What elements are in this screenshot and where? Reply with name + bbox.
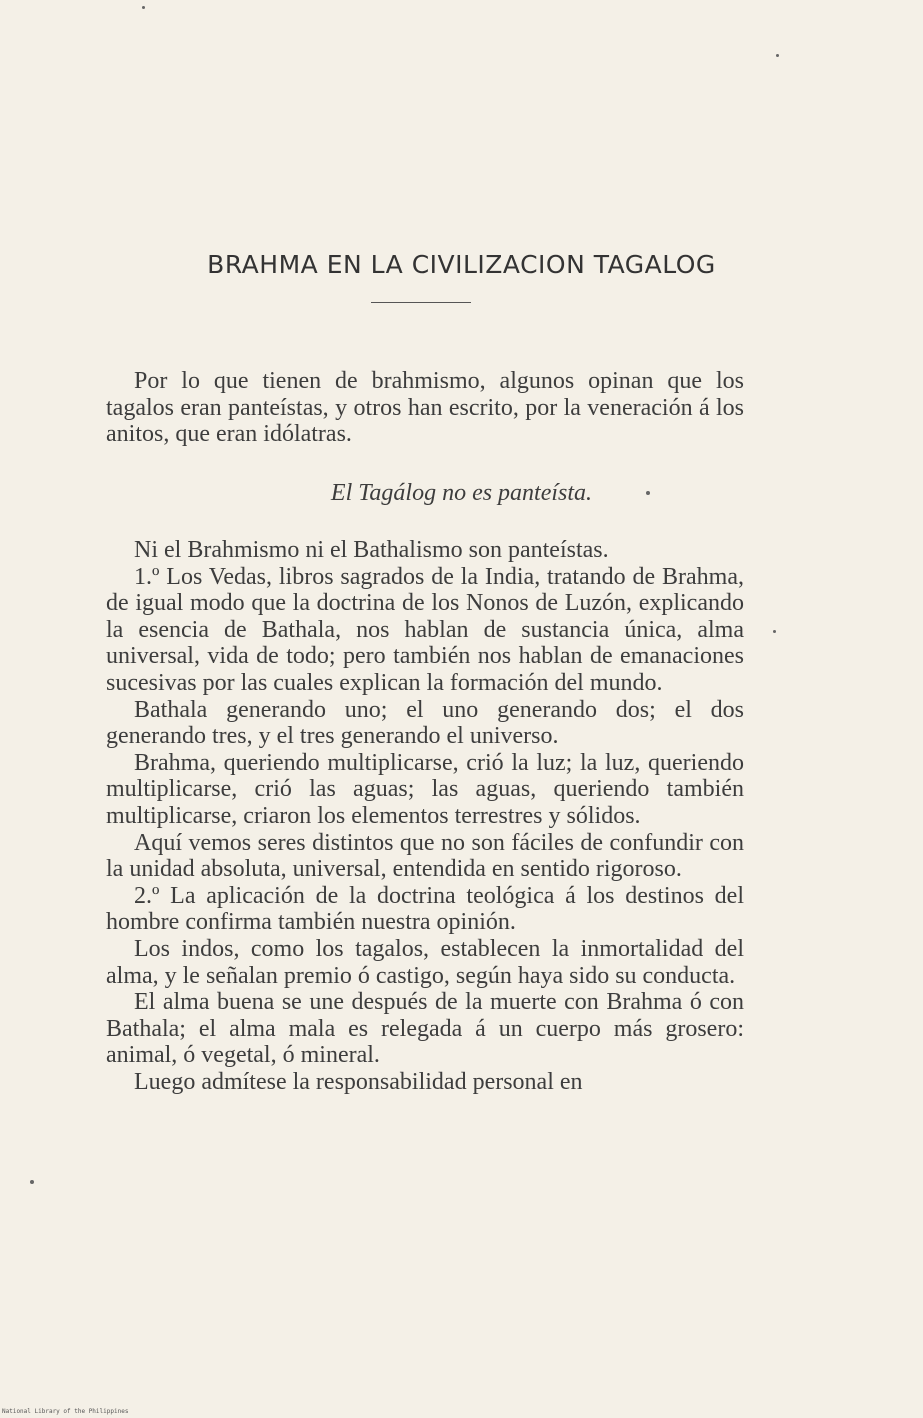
paragraph: 2.º La aplicación de la doctrina teológica á los destinos del hombre confirma también nuestra opinión. [106, 882, 744, 936]
paragraph: 1.º Los Vedas, libros sagrados de la India, tratando de Brahma, de igual modo que la doctrina de los Nonos de Luzón, explicando la esencia de Bathala, nos hablan de sustancia única, alma universal, vida de todo; pero también nos hablan de emanaciones sucesivas por las cuales explican la formación del mundo. [106, 563, 744, 696]
intro-block [106, 368, 744, 448]
paragraph: Luego admítese la responsabilidad personal en [134, 1068, 583, 1095]
paragraph: Brahma, queriendo multiplicarse, crió la luz; la luz, queriendo multiplicarse, crió las aguas; las aguas, queriendo también multiplicarse, criaron los elementos terrestres y sólidos. [106, 749, 744, 829]
paragraph: Ni el Brahmismo ni el Bathalismo son panteístas. [134, 537, 609, 563]
ink-speck [773, 630, 776, 633]
ink-speck [776, 54, 779, 57]
chapter-title: BRAHMA EN LA CIVILIZACION TAGALOG [207, 250, 716, 279]
body-text [106, 537, 744, 1095]
ink-speck [142, 6, 145, 9]
paragraph: Aquí vemos seres distintos que no son fáciles de confundir con la unidad absoluta, universal, entendida en sentido rigoroso. [106, 829, 744, 883]
paragraph: Los indos, como los tagalos, establecen la inmortalidad del alma, y le señalan premio ó castigo, según haya sido su conducta. [106, 935, 744, 989]
paragraph: Bathala generando uno; el uno generando dos; el dos generando tres, y el tres generando el universo. [106, 696, 744, 750]
ink-speck [30, 1180, 34, 1184]
title-divider [371, 302, 471, 303]
ink-speck [646, 491, 650, 495]
intro-paragraph: Por lo que tienen de brahmismo, algunos opinan que los tagalos eran panteístas, y otros han escrito, por la veneración á los anitos, que eran idólatras. [106, 368, 744, 448]
paragraph: El alma buena se une después de la muerte con Brahma ó con Bathala; el alma mala es relegada á un cuerpo más grosero: animal, ó vegetal, ó mineral. [106, 989, 744, 1069]
library-footer: National Library of the Philippines [2, 1408, 129, 1415]
section-subtitle: El Tagálog no es panteísta. [330, 480, 593, 506]
